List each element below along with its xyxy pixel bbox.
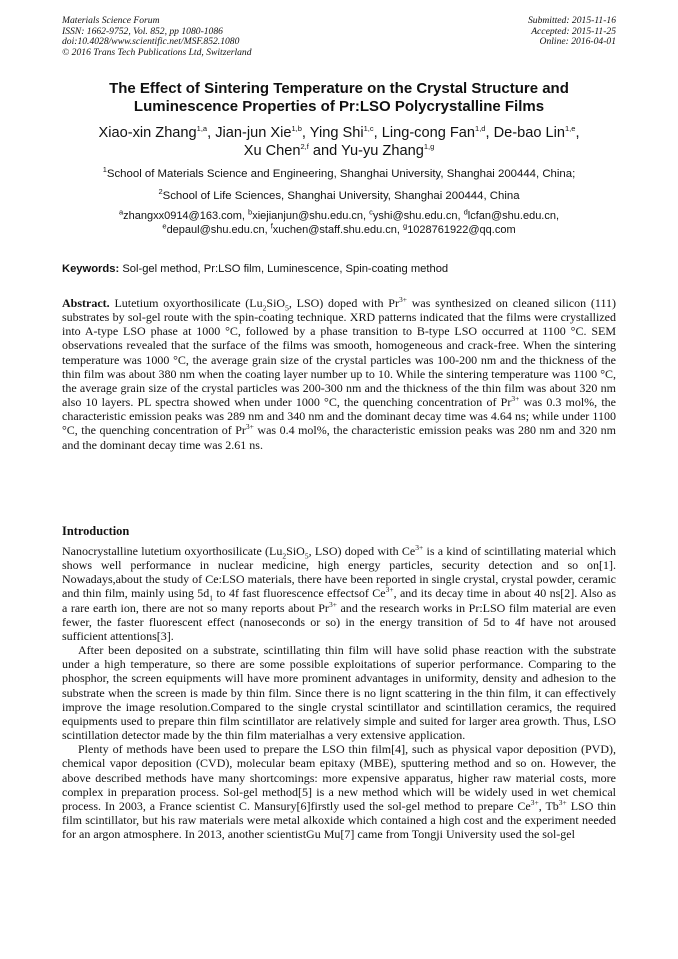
journal-header-left	[62, 16, 252, 58]
author-mark: 1,e	[565, 124, 576, 134]
subscript: 2	[282, 551, 287, 561]
email-address: 1028761922@qq.com	[407, 223, 516, 236]
author-name: Jian-jun Xie	[215, 125, 292, 141]
journal-copyright: © 2016 Trans Tech Publications Ltd, Switzerland	[62, 46, 252, 58]
text-run: is a kind of scintillating material which shows well performance in nuclear medicine, high energy particles, security detection and so on[1]. Nowadays,about the study of Ce:LSO materials, there have been reported in single crystal, crystal powder, ceramic and thin film, mainly using 5d	[62, 544, 617, 601]
email-list	[62, 207, 616, 237]
author-sep: ,	[373, 125, 382, 141]
journal-header-right	[528, 16, 616, 48]
email-address: xuchen@staff.shu.edu.cn,	[272, 223, 404, 236]
author-name: De-bao Lin	[493, 125, 565, 141]
author-name: Ying Shi	[309, 125, 364, 141]
intro-paragraph-2: After been deposited on a substrate, scintillating thin film will have solid phase reaction with the substrate under a high temperature, so there are some possible exploitations of superior performance. Comparing to the phosphor, the screen equipments will have more prominent advantages in uniformity, density and adhesion to the substrate when the screen is made by thin film. Since there is no lignt scattering in the thin film, it can effectively improve the image resolution.Compared to the single crystal scintillator and scintillation ceramics, the required equipments used to prepare thin film scintillator are relatively simple and suited for larger area growth. Thus, LSO scintillation detector made by the thin film materialhas a very extensive application.	[62, 643, 616, 743]
affiliation-text: School of Materials Science and Engineering, Shanghai University, Shanghai 200444, China;	[106, 168, 576, 180]
superscript: 3+	[328, 599, 337, 609]
superscript: 3+	[398, 295, 407, 304]
paper-title-line1: The Effect of Sintering Temperature on the Crystal Structure and	[109, 80, 569, 97]
affiliation-text: School of Life Sciences, Shanghai University, Shanghai 200444, China	[162, 190, 520, 202]
text-run: LSO thin film scintillator, but his raw materials were metal alkoxide which contained a high cost and the experiment needed for an argon atmosphere. In 2013, another scientistGu Mu[7] came from Tongji University used the sol-gel	[62, 798, 616, 842]
email-address: zhangxx0914@163.com,	[123, 210, 249, 222]
text-run: Lutetium oxyorthosilicate (Lu	[114, 296, 263, 310]
text-run: , Tb	[538, 798, 559, 813]
author-name: Ling-cong Fan	[381, 125, 476, 141]
author-sep: ,	[575, 125, 580, 141]
affiliation-1	[62, 165, 616, 182]
author-sep: and	[308, 143, 342, 159]
abstract-label: Abstract.	[62, 296, 110, 310]
journal-name: Materials Science Forum	[62, 15, 160, 26]
author-name: Xu Chen	[243, 143, 301, 159]
journal-doi: doi:10.4028/www.scientific.net/MSF.852.1080	[62, 36, 240, 48]
accepted-date: Accepted: 2015-11-25	[531, 25, 616, 37]
superscript: 3+	[245, 422, 254, 432]
author-mark: 2,f	[300, 142, 309, 152]
text-run: , LSO) doped with Ce	[308, 544, 416, 558]
email-mark: a	[118, 207, 124, 217]
author-mark: 1,b	[291, 124, 302, 134]
intro-paragraph-3	[62, 742, 616, 841]
author-name: Xiao-xin Zhang	[98, 125, 197, 141]
subscript: 2	[262, 303, 267, 313]
email-address: yshi@shu.edu.cn,	[372, 210, 464, 222]
text-run: , and its decay time in about 40 ns[2]. Also as a rare earth ion, there are not so many reports about Pr	[62, 586, 616, 615]
author-list	[62, 124, 616, 160]
superscript: 3+	[558, 797, 567, 807]
email-mark: g	[403, 220, 408, 230]
intro-paragraph-1	[62, 544, 616, 643]
text-run: SiO	[286, 544, 305, 558]
author-name: Yu-yu Zhang	[341, 143, 424, 159]
author-mark: 1,g	[423, 142, 435, 152]
affiliation-mark: 1	[102, 165, 107, 175]
text-run: Nanocrystalline lutetium oxyorthosilicate (Lu	[62, 544, 283, 558]
text-run: , LSO) doped with Pr	[288, 296, 399, 310]
email-mark: c	[369, 207, 373, 217]
email-mark: b	[248, 207, 253, 217]
superscript: 3+	[415, 543, 424, 552]
text-run: SiO	[266, 296, 286, 310]
section-heading-introduction: Introduction	[62, 524, 130, 538]
author-mark: 1,a	[196, 124, 208, 134]
author-sep: ,	[207, 125, 216, 141]
introduction-body	[62, 544, 616, 841]
text-run: and the research works in Pr:LSO film material are even fewer, the faster fluorescent effect (nanoseconds or so) in the energy transition of 5d to 4f have not aroused sufficient attentions[3].	[62, 600, 617, 643]
submitted-date: Submitted: 2015-11-16	[527, 15, 616, 26]
author-mark: 1,d	[475, 124, 486, 134]
affiliation-2	[62, 187, 616, 204]
affiliation-mark: 2	[158, 187, 163, 197]
email-address: lcfan@shu.edu.cn,	[467, 210, 560, 222]
subscript: 5	[285, 303, 289, 313]
text-run: was 0.3 mol%, the characteristic emission peaks was 289 nm and 340 nm and the dominant decay time was 4.64 ns; while under 1100 °C, the quenching concentration of Pr	[62, 395, 616, 438]
abstract	[62, 296, 616, 452]
email-mark: f	[270, 220, 273, 230]
author-sep: ,	[485, 125, 494, 141]
keywords-label: Keywords:	[62, 263, 120, 275]
paper-title	[62, 80, 616, 116]
superscript: 3+	[511, 394, 520, 404]
superscript: 3+	[385, 585, 394, 595]
email-address: xiejianjun@shu.edu.cn,	[252, 210, 370, 222]
superscript: 3+	[530, 797, 539, 807]
subscript: 5	[304, 551, 309, 561]
paper-title-line2: Luminescence Properties of Pr:LSO Polycrystalline Films	[133, 98, 545, 115]
email-mark: e	[162, 220, 167, 230]
keywords-text: Sol-gel method, Pr:LSO film, Luminescence, Spin-coating method	[122, 263, 449, 275]
text-run: was synthesized on cleaned silicon (111) substrates by sol-gel route with the spin-coating technique. XRD patterns indicated that the films were crystallized into A-type LSO phase at 1000 °C, followed by a phase transition to B-type LSO occurred at 1100 °C. SEM observations revealed that the surface of the films was smooth, homogeneous and crack-free. When the sintering temperature was 1000 °C, the average grain size of the crystal particles was 100-200 nm and the thickness of the thin film was about 380 nm when the coating layer number up to 10. While the sintering temperature was 1100 °C, the average grain size of the crystal particles was 200-300 nm and the thickness of the thin film was about 320 nm also 10 layers. PL spectra showed when under 1000 °C, the quenching concentration of Pr	[62, 296, 617, 410]
email-address: depaul@shu.edu.cn,	[166, 223, 271, 236]
abstract-paragraph	[62, 296, 616, 452]
journal-issn: ISSN: 1662-9752, Vol. 852, pp 1080-1086	[62, 25, 223, 37]
text-run: Plenty of methods have been used to prepare the LSO thin film[4], such as physical vapor deposition (PVD), chemical vapor deposition (CVD), molecular beam epitaxy (MBE), sputtering method and so on. However, the above described methods have many shortcomings: more expensive apparatus, higher raw material costs, more complex in preparation process. Sol-gel method[5] is a new method which will be widely used in wet chemical process. In 2003, a France scientist C. Mansury[6]firstly used the sol-gel method to prepare Ce	[62, 742, 616, 813]
email-mark: d	[463, 207, 468, 217]
online-date: Online: 2016-04-01	[539, 36, 616, 48]
author-sep: ,	[301, 125, 310, 141]
keywords	[62, 262, 616, 276]
text-run: to 4f fast fluorescence effectsof Ce	[212, 586, 386, 601]
subscript: 1	[209, 593, 213, 603]
author-mark: 1,c	[363, 124, 374, 134]
text-run: was 0.4 mol%, the characteristic emission peaks was 280 nm and 320 nm and the dominant decay time was 2.61 ns.	[62, 423, 616, 452]
